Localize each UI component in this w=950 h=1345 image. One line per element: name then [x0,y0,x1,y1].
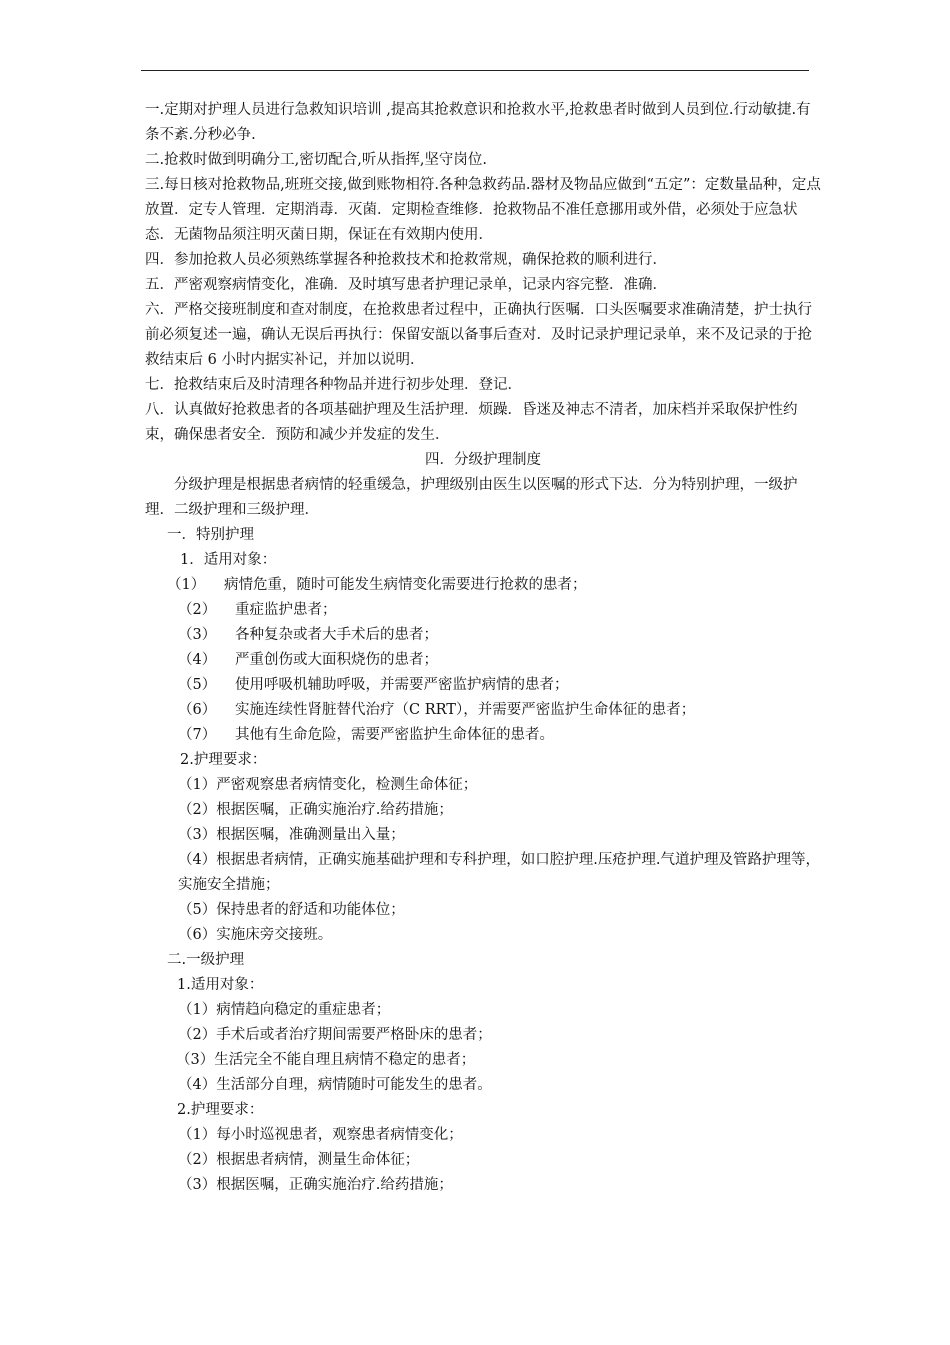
list-text: 实施连续性肾脏替代治疗（C RRT），并需要严密监护生命体征的患者； [235,702,696,718]
level1-applicable-item: （4）生活部分自理，病情随时可能发生的患者。 [178,1077,492,1093]
list-text: 病情危重，随时可能发生病情变化需要进行抢救的患者； [224,577,587,593]
list-number: （3） [178,627,217,643]
list-text: 各种复杂或者大手术后的患者； [235,627,438,643]
list-number: （5） [178,677,217,693]
header-rule [141,70,809,71]
special-requirement: （5）保持患者的舒适和功能体位； [178,902,405,918]
paragraph-intro-5: 五．严密观察病情变化，准确．及时填写患者护理记录单，记录内容完整．准确． [145,277,667,293]
level1-requirement: （1）每小时巡视患者，观察患者病情变化； [178,1127,463,1143]
list-text: 重症监护患者； [235,602,337,618]
paragraph-intro-2: 二.抢救时做到明确分工,密切配合,听从指挥,坚守岗位. [145,152,488,168]
special-applicable-item [145,598,821,623]
paragraph-intro-6: 六．严格交接班制度和查对制度，在抢救患者过程中，正确执行医嘱．口头医嘱要求准确清楚，护士执行前必须复述一遍，确认无误后再执行：保留安瓿以备事后查对．及时记录护理记录单，来不及记录的于抢救结束后 6 小时内据实补记，并加以说明． [145,302,812,368]
section-intro: 分级护理是根据患者病情的轻重缓急，护理级别由医生以医嘱的形式下达．分为特别护理，一级护理．二级护理和三级护理． [145,477,798,518]
special-applicable-item [145,673,821,698]
list-number: （7） [178,727,217,743]
paragraph-intro-4: 四．参加抢救人员必须熟练掌握各种抢救技术和抢救常规，确保抢救的顺利进行． [145,252,667,268]
list-text: 严重创伤或大面积烧伤的患者； [235,652,438,668]
special-applicable-item [145,723,821,748]
paragraph-intro-8: 八．认真做好抢救患者的各项基础护理及生活护理．烦躁．昏迷及神志不清者，加床档并采取保护性约束，确保患者安全．预防和减少并发症的发生． [145,402,798,443]
level1-applicable-item: （1）病情趋向稳定的重症患者； [178,1002,391,1018]
level1-care-heading: 二.一级护理 [167,952,245,968]
list-number: （1） [167,577,206,593]
level1-requirements-heading: 2.护理要求： [177,1102,264,1118]
paragraph-intro-1: 一.定期对护理人员进行急救知识培训 ,提高其抢救意识和抢救水平,抢救患者时做到人员到位.行动敏捷.有条不紊.分秒必争. [145,102,811,143]
special-requirement: （6）实施床旁交接班。 [178,927,333,943]
list-text: 其他有生命危险，需要严密监护生命体征的患者。 [235,727,554,743]
special-requirement: （2）根据医嘱，正确实施治疗.给药措施； [178,802,453,818]
special-applicable-item [145,573,821,598]
level1-requirement: （3）根据医嘱，正确实施治疗.给药措施； [178,1177,453,1193]
paragraph-intro-3: 三.每日核对抢救物品,班班交接,做到账物相符.各种急救药品.器材及物品应做到“五定”：定数量品种，定点放置．定专人管理．定期消毒．灭菌．定期检查维修．抢救物品不准任意挪用或外借，必须处于应急状态．无菌物品须注明灭菌日期，保证在有效期内使用． [145,177,821,243]
level1-requirement: （2）根据患者病情，测量生命体征； [178,1152,420,1168]
paragraph-intro-7: 七．抢救结束后及时清理各种物品并进行初步处理．登记． [145,377,522,393]
special-applicable-heading: 1．适用对象： [180,552,277,568]
list-number: （4） [178,652,217,668]
special-requirements-heading: 2.护理要求： [180,752,267,768]
special-requirement: （3）根据医嘱，准确测量出入量； [178,827,405,843]
level1-applicable-item: （2）手术后或者治疗期间需要严格卧床的患者； [178,1027,492,1043]
level1-applicable-heading: 1.适用对象： [177,977,264,993]
special-applicable-item [145,698,821,723]
list-number: （2） [178,602,217,618]
special-requirement: （4）根据患者病情，正确实施基础护理和专科护理，如口腔护理.压疮护理.气道护理及管路护理等，实施安全措施； [178,852,820,893]
list-number: （6） [178,702,217,718]
list-text: 使用呼吸机辅助呼吸，并需要严密监护病情的患者； [235,677,569,693]
special-applicable-item [145,623,821,648]
special-care-heading: 一．特别护理 [167,527,254,543]
level1-applicable-item: （3）生活完全不能自理且病情不稳定的患者； [176,1052,476,1068]
special-applicable-item [145,648,821,673]
special-requirement: （1）严密观察患者病情变化，检测生命体征； [178,777,478,793]
section-title: 四．分级护理制度 [425,452,541,468]
document-body [145,98,821,1198]
